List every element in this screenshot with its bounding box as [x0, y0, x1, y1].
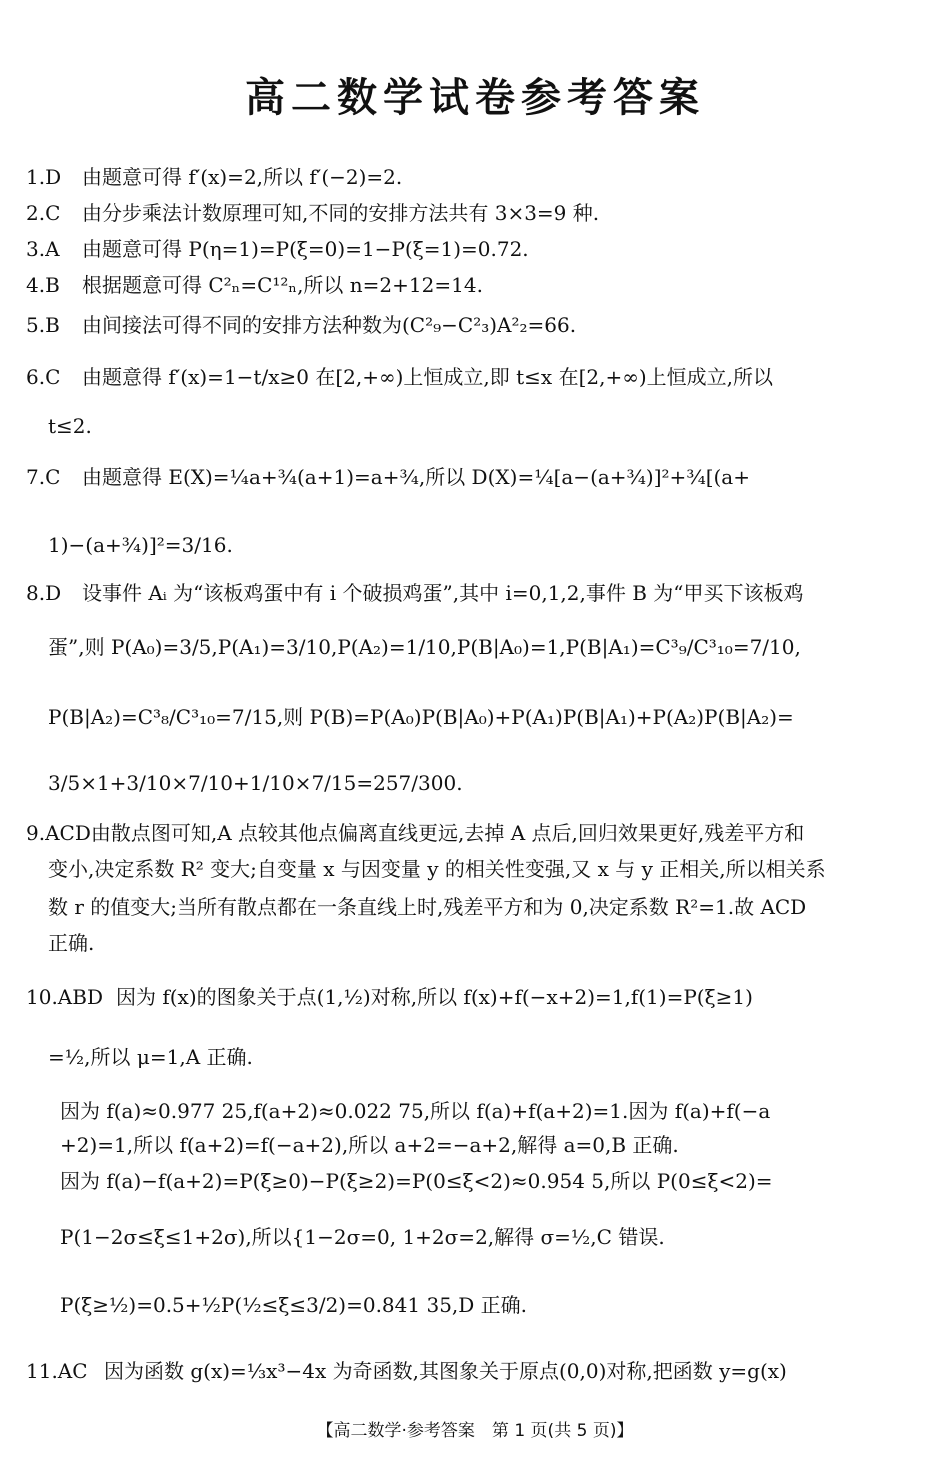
answer-line: 7.C 由题意得 E(X)=¼a+¾(a+1)=a+¾,所以 D(X)=¼[a−(a+¾)]²+¾[(a+: [26, 465, 750, 489]
answer-continuation: 因为 f(a)−f(a+2)=P(ξ≥0)−P(ξ≥2)=P(0≤ξ<2)≈0.954 5,所以 P(0≤ξ<2)=: [60, 1169, 773, 1193]
answer-continuation: 数 r 的值变大;当所有散点都在一条直线上时,残差平方和为 0,决定系数 R²=1.故 ACD: [48, 895, 807, 919]
answer-continuation: 变小,决定系数 R² 变大;自变量 x 与因变量 y 的相关性变强,又 x 与 y 正相关,所以相关系: [48, 857, 826, 881]
answer-continuation: P(B|A₂)=C³₈/C³₁₀=7/15,则 P(B)=P(A₀)P(B|A₀)+P(A₁)P(B|A₁)+P(A₂)P(B|A₂)=: [48, 705, 794, 729]
answer-line: 8.D 设事件 Aᵢ 为“该板鸡蛋中有 i 个破损鸡蛋”,其中 i=0,1,2,事件 B 为“甲买下该板鸡: [26, 581, 804, 605]
answer-line: 3.A 由题意可得 P(η=1)=P(ξ=0)=1−P(ξ=1)=0.72.: [26, 237, 529, 261]
answer-continuation: 蛋”,则 P(A₀)=3/5,P(A₁)=3/10,P(A₂)=1/10,P(B|A₀)=1,P(B|A₁)=C³₉/C³₁₀=7/10,: [48, 635, 801, 659]
answer-continuation: +2)=1,所以 f(a+2)=f(−a+2),所以 a+2=−a+2,解得 a=0,B 正确.: [60, 1133, 679, 1157]
answer-line: 6.C 由题意得 f′(x)=1−t/x≥0 在[2,+∞)上恒成立,即 t≤x 在[2,+∞)上恒成立,所以: [26, 365, 774, 389]
answer-line: 9.ACD由散点图可知,A 点较其他点偏离直线更远,去掉 A 点后,回归效果更好,残差平方和: [26, 821, 805, 845]
answer-continuation: t≤2.: [48, 414, 92, 438]
answer-line: 5.B 由间接法可得不同的安排方法种数为(C²₉−C²₃)A²₂=66.: [26, 313, 577, 337]
answer-continuation: P(ξ≥½)=0.5+½P(½≤ξ≤3/2)=0.841 35,D 正确.: [60, 1293, 528, 1317]
answer-continuation: 正确.: [48, 931, 95, 955]
answer-line: 10.ABD 因为 f(x)的图象关于点(1,½)对称,所以 f(x)+f(−x+2)=1,f(1)=P(ξ≥1): [26, 985, 753, 1009]
page-footer: 【高二数学·参考答案 第 1 页(共 5 页)】: [316, 1421, 634, 1441]
answer-continuation: 因为 f(a)≈0.977 25,f(a+2)≈0.022 75,所以 f(a)+f(a+2)=1.因为 f(a)+f(−a: [60, 1099, 771, 1123]
answer-line: 4.B 根据题意可得 C²ₙ=C¹²ₙ,所以 n=2+12=14.: [26, 273, 483, 297]
answer-continuation: 1)−(a+¾)]²=3/16.: [48, 533, 233, 557]
answer-continuation: 3/5×1+3/10×7/10+1/10×7/15=257/300.: [48, 771, 463, 795]
page-title: 高二数学试卷参考答案: [245, 75, 705, 121]
answer-line: 11.AC 因为函数 g(x)=⅓x³−4x 为奇函数,其图象关于原点(0,0)对称,把函数 y=g(x): [26, 1359, 787, 1383]
answer-line: 2.C 由分步乘法计数原理可知,不同的安排方法共有 3×3=9 种.: [26, 201, 600, 225]
answer-continuation: =½,所以 μ=1,A 正确.: [48, 1045, 253, 1069]
answer-line: 1.D 由题意可得 f′(x)=2,所以 f′(−2)=2.: [26, 165, 403, 189]
answer-continuation: P(1−2σ≤ξ≤1+2σ),所以{1−2σ=0, 1+2σ=2,解得 σ=½,C 错误.: [60, 1225, 665, 1249]
